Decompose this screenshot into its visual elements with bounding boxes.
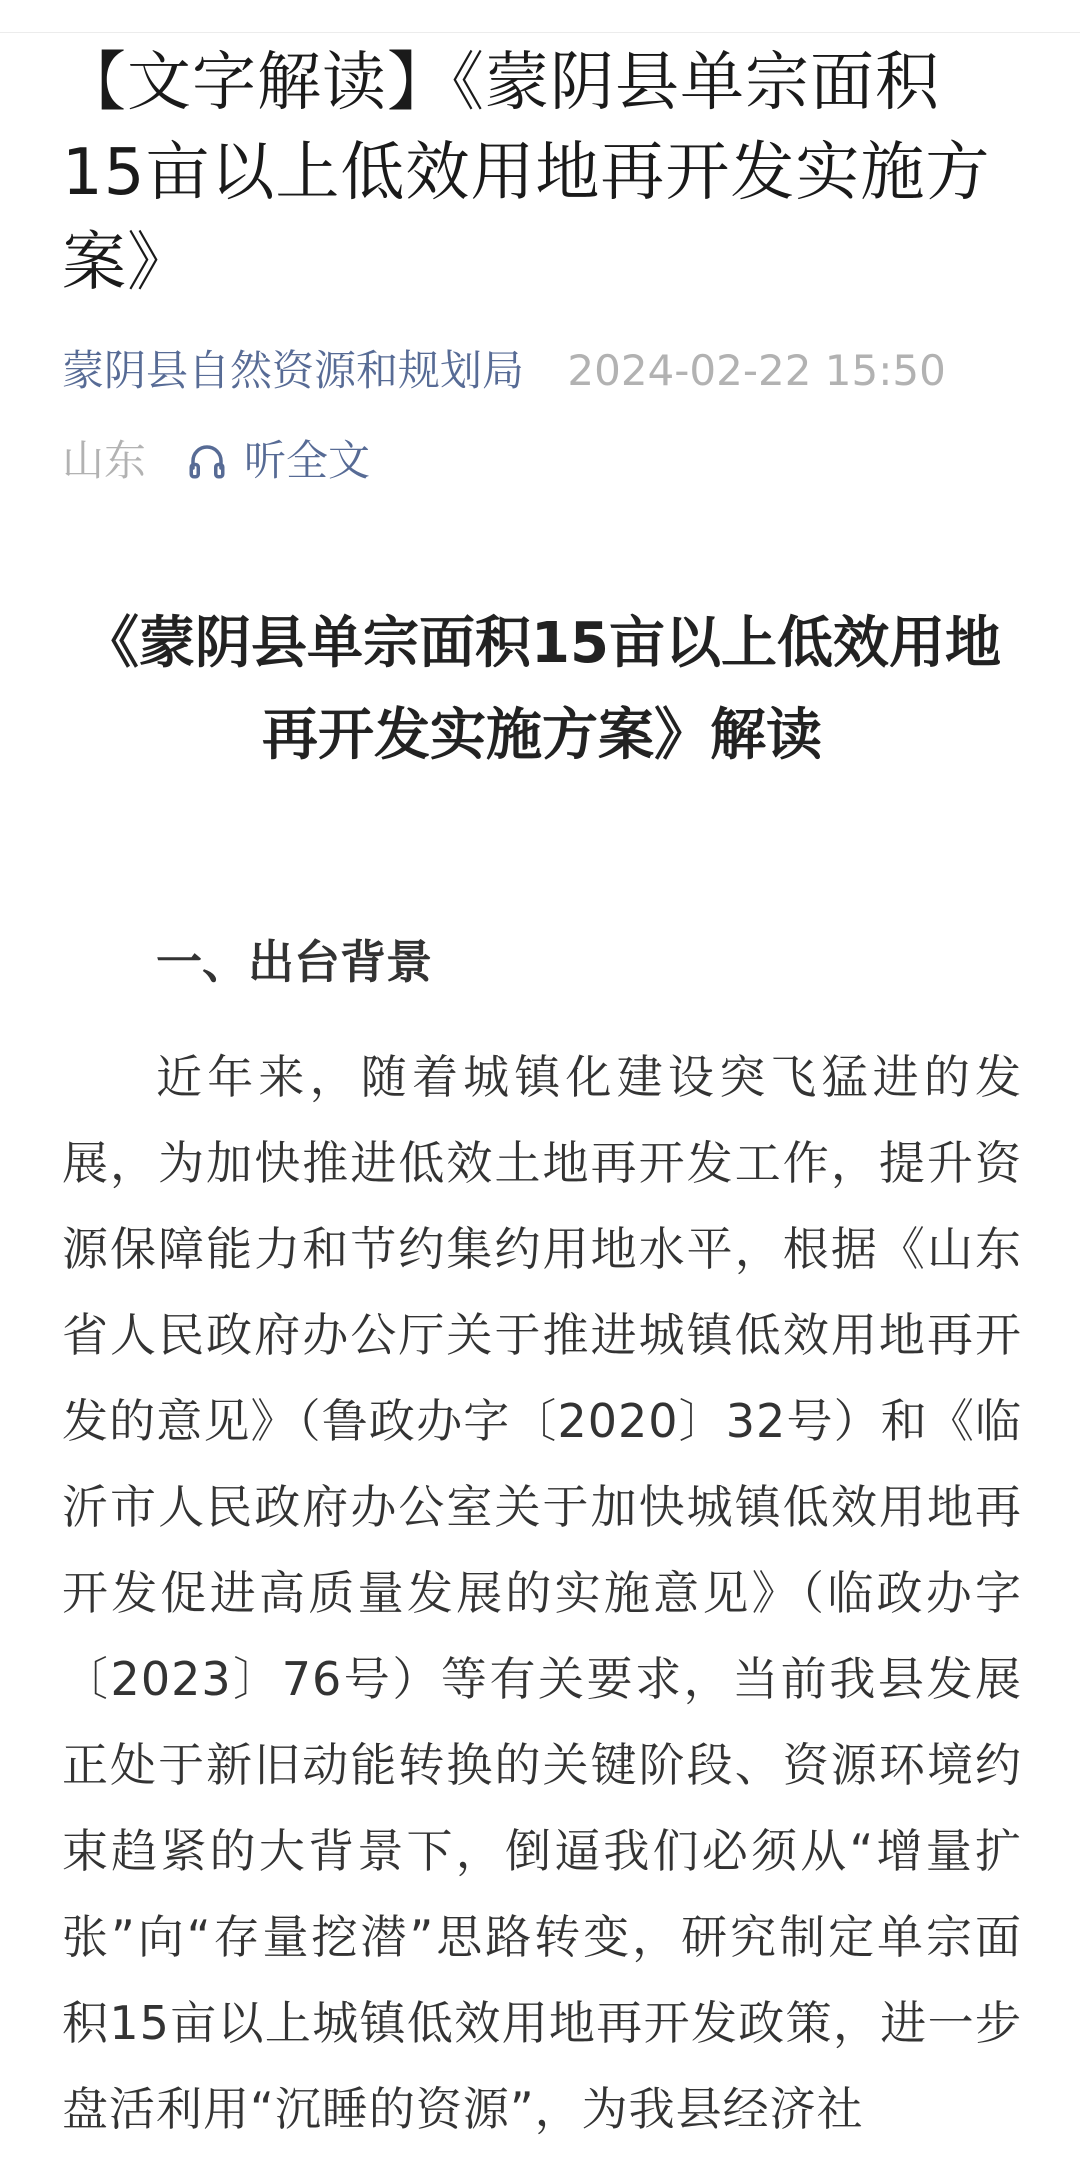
top-bar xyxy=(0,0,1080,33)
content-title: 《蒙阴县单宗面积15亩以上低效用地再开发实施方案》解读 xyxy=(83,611,1001,768)
region-label: 山东 xyxy=(62,436,147,485)
article-title: 【文字解读】《蒙阴县单宗面积15亩以上低效用地再开发实施方案》 xyxy=(62,46,991,300)
article xyxy=(62,38,1022,2152)
section-heading: 一、出台背景 xyxy=(156,935,432,989)
listen-label: 听全文 xyxy=(244,436,371,485)
account-name-link[interactable]: 蒙阴县自然资源和规划局 xyxy=(62,346,525,395)
body-paragraph: 近年来，随着城镇化建设突飞猛进的发展，为加快推进低效土地再开发工作，提升资源保障能力和节约集约用地水平，根据《山东省人民政府办公厅关于推进城镇低效用地再开发的意见》（鲁政办字〔2020〕32号）和《临沂市人民政府办公室关于加快城镇低效用地再开发促进高质量发展的实施意见》（临政办字〔2023〕76号）等有关要求，当前我县发展正处于新旧动能转换的关键阶段、资源环境约束趋紧的大背景下，倒逼我们必须从“增量扩张”向“存量挖潜”思路转变，研究制定单宗面积15亩以上城镇低效用地再开发政策，进一步盘活利用“沉睡的资源”，为我县经济社 xyxy=(62,1050,1022,2136)
article-meta xyxy=(62,326,1022,416)
headphone-icon xyxy=(186,440,228,482)
listen-full-text-button[interactable] xyxy=(186,416,370,506)
article-meta-row2 xyxy=(62,416,1022,506)
publish-datetime: 2024-02-22 15:50 xyxy=(567,346,946,395)
